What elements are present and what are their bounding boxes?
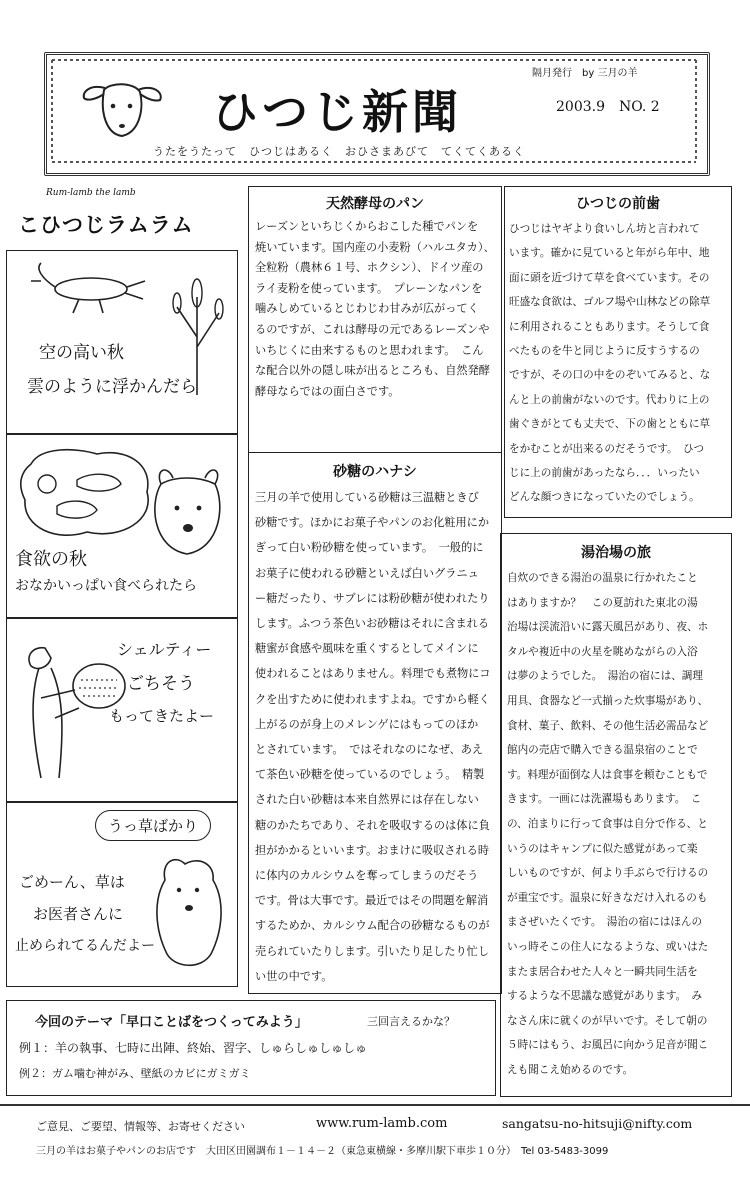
flying-sheep-icon bbox=[29, 259, 149, 319]
text-line: す。料理が面倒な人は食事を頼むこともで bbox=[507, 768, 708, 781]
text-line: 糖のかたちであり、それを吸収するのは体に負 bbox=[255, 818, 490, 832]
text-line: とされています。 ではそれなのになぜ、あえ bbox=[255, 743, 484, 757]
text-line: はありますか？ この夏訪れた東北の湯 bbox=[507, 596, 698, 609]
text-line: えも聞こえ始めるのです。 bbox=[507, 1063, 634, 1076]
text-line: クを出すために使われますよね。ですから軽く bbox=[255, 692, 490, 706]
sheep-face-icon bbox=[80, 78, 165, 140]
text-line: に体内のカルシウムを奪ってしまうのだそう bbox=[255, 869, 479, 883]
cartoon-text-4a: ごめーん、草は bbox=[19, 873, 125, 891]
text-line: は夢のようでした。 湯治の宿には、調理 bbox=[507, 670, 703, 683]
footer-shop-info: 三月の羊はお菓子やパンのお店です 大田区田園調布１－１４－２（東急東横線・多摩川駅下車歩１０分） Tel 03-5483-3099 bbox=[36, 1146, 609, 1157]
theme-example-2: 例２：ガム噛む神がみ、壁紙のカビにガミガミ bbox=[19, 1067, 251, 1080]
newspaper-title: ひつじ新聞 bbox=[212, 85, 462, 139]
cartoon-caption: Rum-lamb the lamb bbox=[46, 188, 136, 198]
text-line: ライ麦粉を使っています。 プレーンなパンを bbox=[255, 281, 483, 295]
cartoon-text-3a: シェルティー bbox=[117, 640, 212, 659]
cartoon-panel-2 bbox=[6, 433, 238, 619]
text-line: います。確かに見ていると年がら年中、地 bbox=[509, 247, 710, 260]
text-line: いっ時そこの住人になるような、或いはた bbox=[507, 940, 709, 953]
theme-title: 今回のテーマ「早口ことばをつくってみよう」 bbox=[35, 1015, 308, 1030]
article-onsen-title: 湯治場の旅 bbox=[581, 545, 651, 561]
cartoon-panel-3 bbox=[6, 617, 238, 803]
text-line: どんな顔つきになっていたのでしょう。 bbox=[509, 491, 700, 504]
theme-example-1: 例１：羊の執事、七時に出陣、終始、習字、しゅらしゅしゅしゅ bbox=[19, 1041, 368, 1055]
text-line: タルや複近中の火星を眺めながらの入浴 bbox=[507, 645, 698, 658]
text-line: な配合以外の隠し味が出るところも、自然発酵 bbox=[255, 364, 490, 378]
cartoon-text-4c: 止められてるんだよー bbox=[15, 938, 155, 954]
text-line: 自炊のできる湯治の温泉に行かれたこと bbox=[507, 572, 698, 584]
issue-date: 2003.9 NO. 2 bbox=[556, 99, 660, 115]
article-onsen bbox=[500, 533, 732, 1097]
text-line: するためか、カルシウム配合の砂糖なるものが bbox=[255, 919, 490, 933]
text-line: 砂糖です。ほかにお菓子やパンのお化粧用にか bbox=[255, 516, 490, 530]
text-line: 用具、食器など一式揃った炊事場があり、 bbox=[507, 694, 709, 707]
text-line: 使われることはありません。料理でも煮物にコ bbox=[255, 667, 491, 681]
text-line: い世の中です。 bbox=[255, 969, 333, 983]
text-line: いちじくに由来するものと思われます。 こん bbox=[255, 343, 484, 357]
footer-rule bbox=[0, 1104, 750, 1106]
cartoon-text-3b: ごちそう bbox=[127, 674, 195, 694]
text-line: レーズンといちじくからおこした種でパンを bbox=[255, 220, 479, 233]
footer-url[interactable]: www.rum-lamb.com bbox=[316, 1116, 448, 1131]
text-line: するような不思議な感覚があります。 み bbox=[507, 990, 703, 1003]
text-line: 糖蜜が食感や風味を重くするとしてメインに bbox=[255, 642, 479, 656]
text-line: された白い砂糖は本来自然界には存在しない bbox=[255, 793, 479, 807]
text-line: 面に頭を近づけて草を食べています。その bbox=[509, 271, 710, 284]
article-sugar-body bbox=[249, 481, 501, 989]
text-line: きます。一画には洗濯場もあります。 こ bbox=[507, 793, 702, 806]
text-line: しいものですが、何より手ぶらで行けるの bbox=[507, 867, 709, 880]
footer-contact: ご意見、ご要望、情報等、お寄せください bbox=[36, 1120, 245, 1133]
cartoon-text-2a: 食欲の秋 bbox=[15, 549, 87, 570]
publisher-label: 隔月発行 by 三月の羊 bbox=[532, 68, 638, 79]
cartoon-title: こひつじラムラム bbox=[18, 213, 194, 237]
cartoon-text-4b: お医者さんに bbox=[33, 905, 124, 923]
cartoon-text-1b: 雲のように浮かんだら bbox=[27, 377, 197, 397]
text-line: 歯ぐきがとても丈夫で、下の歯とともに草 bbox=[509, 418, 711, 431]
article-yeast-body bbox=[249, 213, 501, 402]
text-line: 食材、菓子、飲料、その他生活必需品など bbox=[507, 719, 709, 732]
text-line: べたものを牛と同じように反すうするの bbox=[509, 345, 700, 358]
footer-email[interactable]: sangatsu-no-hitsuji@nifty.com bbox=[502, 1116, 693, 1131]
text-line: るのですが、これは酵母の元であるレーズンや bbox=[255, 322, 490, 336]
text-line: なさん床に就くのが早いです。そして朝の bbox=[507, 1014, 708, 1027]
article-sugar bbox=[248, 452, 502, 994]
text-line: いうのはキャンプに似た感覚があって楽 bbox=[507, 842, 698, 855]
sheltie-dog-icon bbox=[145, 850, 235, 974]
text-line: 売られていたりします。引いたり足したり忙し bbox=[255, 944, 490, 958]
text-line: またま居合わせた人々と一瞬共同生活を bbox=[507, 965, 698, 978]
cartoon-panel-4 bbox=[6, 801, 238, 987]
text-line: じに上の前歯があったなら．．．いったい bbox=[509, 467, 700, 480]
text-line: 三月の羊で使用している砂糖は三温糖ときび bbox=[255, 491, 479, 504]
article-teeth-title: ひつじの前歯 bbox=[576, 196, 660, 212]
text-line: お菓子に使われる砂糖といえば白いグラニュ bbox=[255, 566, 479, 580]
article-teeth-body bbox=[505, 213, 731, 510]
text-line: ー糖だったり、サブレには粉砂糖が使われたり bbox=[255, 591, 490, 605]
text-line: です。骨は大事です。最近ではその問題を解消 bbox=[255, 894, 489, 908]
text-line: 上がるのが身上のメレンゲにはもってのほか bbox=[255, 717, 479, 731]
thought-bubble-food-icon bbox=[17, 444, 157, 544]
cartoon-text-3c: もってきたよー bbox=[109, 707, 215, 725]
text-line: 噛みしめているとじわじわ甘みが広がってく bbox=[255, 302, 479, 316]
text-line: に利用されることもあります。そうして食 bbox=[509, 320, 710, 333]
text-line: 館内の売店で購入できる温泉宿のことで bbox=[507, 744, 698, 757]
text-line: します。ふつう茶色いお砂糖はそれに含まれる bbox=[255, 617, 490, 631]
article-onsen-body bbox=[501, 562, 731, 1082]
text-line: ５時にはもう、お風呂に向かう足音が聞こ bbox=[507, 1039, 709, 1052]
text-line: 担がかかるといいます。おまけに吸収される時 bbox=[255, 843, 490, 857]
text-line: ですが、その口の中をのぞいてみると、な bbox=[509, 369, 711, 382]
article-sugar-title: 砂糖のハナシ bbox=[333, 464, 417, 480]
text-line: まさぜいたくです。 湯治の宿にはほんの bbox=[507, 916, 703, 929]
text-line: 全粒粉（農林６１号、ホクシン）、ドイツ産の bbox=[255, 261, 484, 275]
theme-subtitle: 三回言えるかな？ bbox=[367, 1015, 455, 1028]
speech-bubble: うっ草ばかり bbox=[95, 810, 211, 841]
cartoon-panel-1 bbox=[6, 250, 238, 435]
article-teeth bbox=[504, 186, 732, 518]
article-yeast-title: 天然酵母のパン bbox=[326, 196, 424, 212]
text-line: ぎって白い粉砂糖を使っています。 一般的に bbox=[255, 541, 484, 555]
cartoon-text-1a: 空の高い秋 bbox=[39, 343, 124, 363]
text-line: ひつじはヤギより食いしん坊と言われて bbox=[509, 223, 700, 235]
text-line: て茶色い砂糖を使っているのでしょう。 精製 bbox=[255, 768, 485, 782]
text-line: 焼いています。国内産の小麦粉（ハルユタカ）、 bbox=[255, 240, 495, 254]
text-line: 治場は渓流沿いに露天風呂があり、夜、ホ bbox=[507, 621, 709, 634]
text-line: が重宝です。温泉に好きなだけ入れるのも bbox=[507, 891, 708, 904]
tagline: うたをうたって ひつじはあるく おひさまあびて てくてくあるく bbox=[153, 145, 525, 158]
text-line: 旺盛な食欲は、ゴルフ場や山林などの除草 bbox=[509, 296, 711, 309]
dog-face-icon bbox=[147, 464, 227, 560]
text-line: んと上の前歯がないのです。代わりに上の bbox=[509, 393, 710, 406]
text-line: をかむことが出来るのだそうです。 ひつ bbox=[509, 442, 705, 455]
article-yeast bbox=[248, 186, 502, 453]
text-line: 酵母ならではの面白さです。 bbox=[255, 384, 400, 398]
cartoon-text-2b: おなかいっぱい食べられたら bbox=[15, 578, 197, 594]
text-line: の、泊まりに行って食事は自分で作る、と bbox=[507, 817, 708, 830]
theme-box bbox=[6, 1000, 496, 1096]
